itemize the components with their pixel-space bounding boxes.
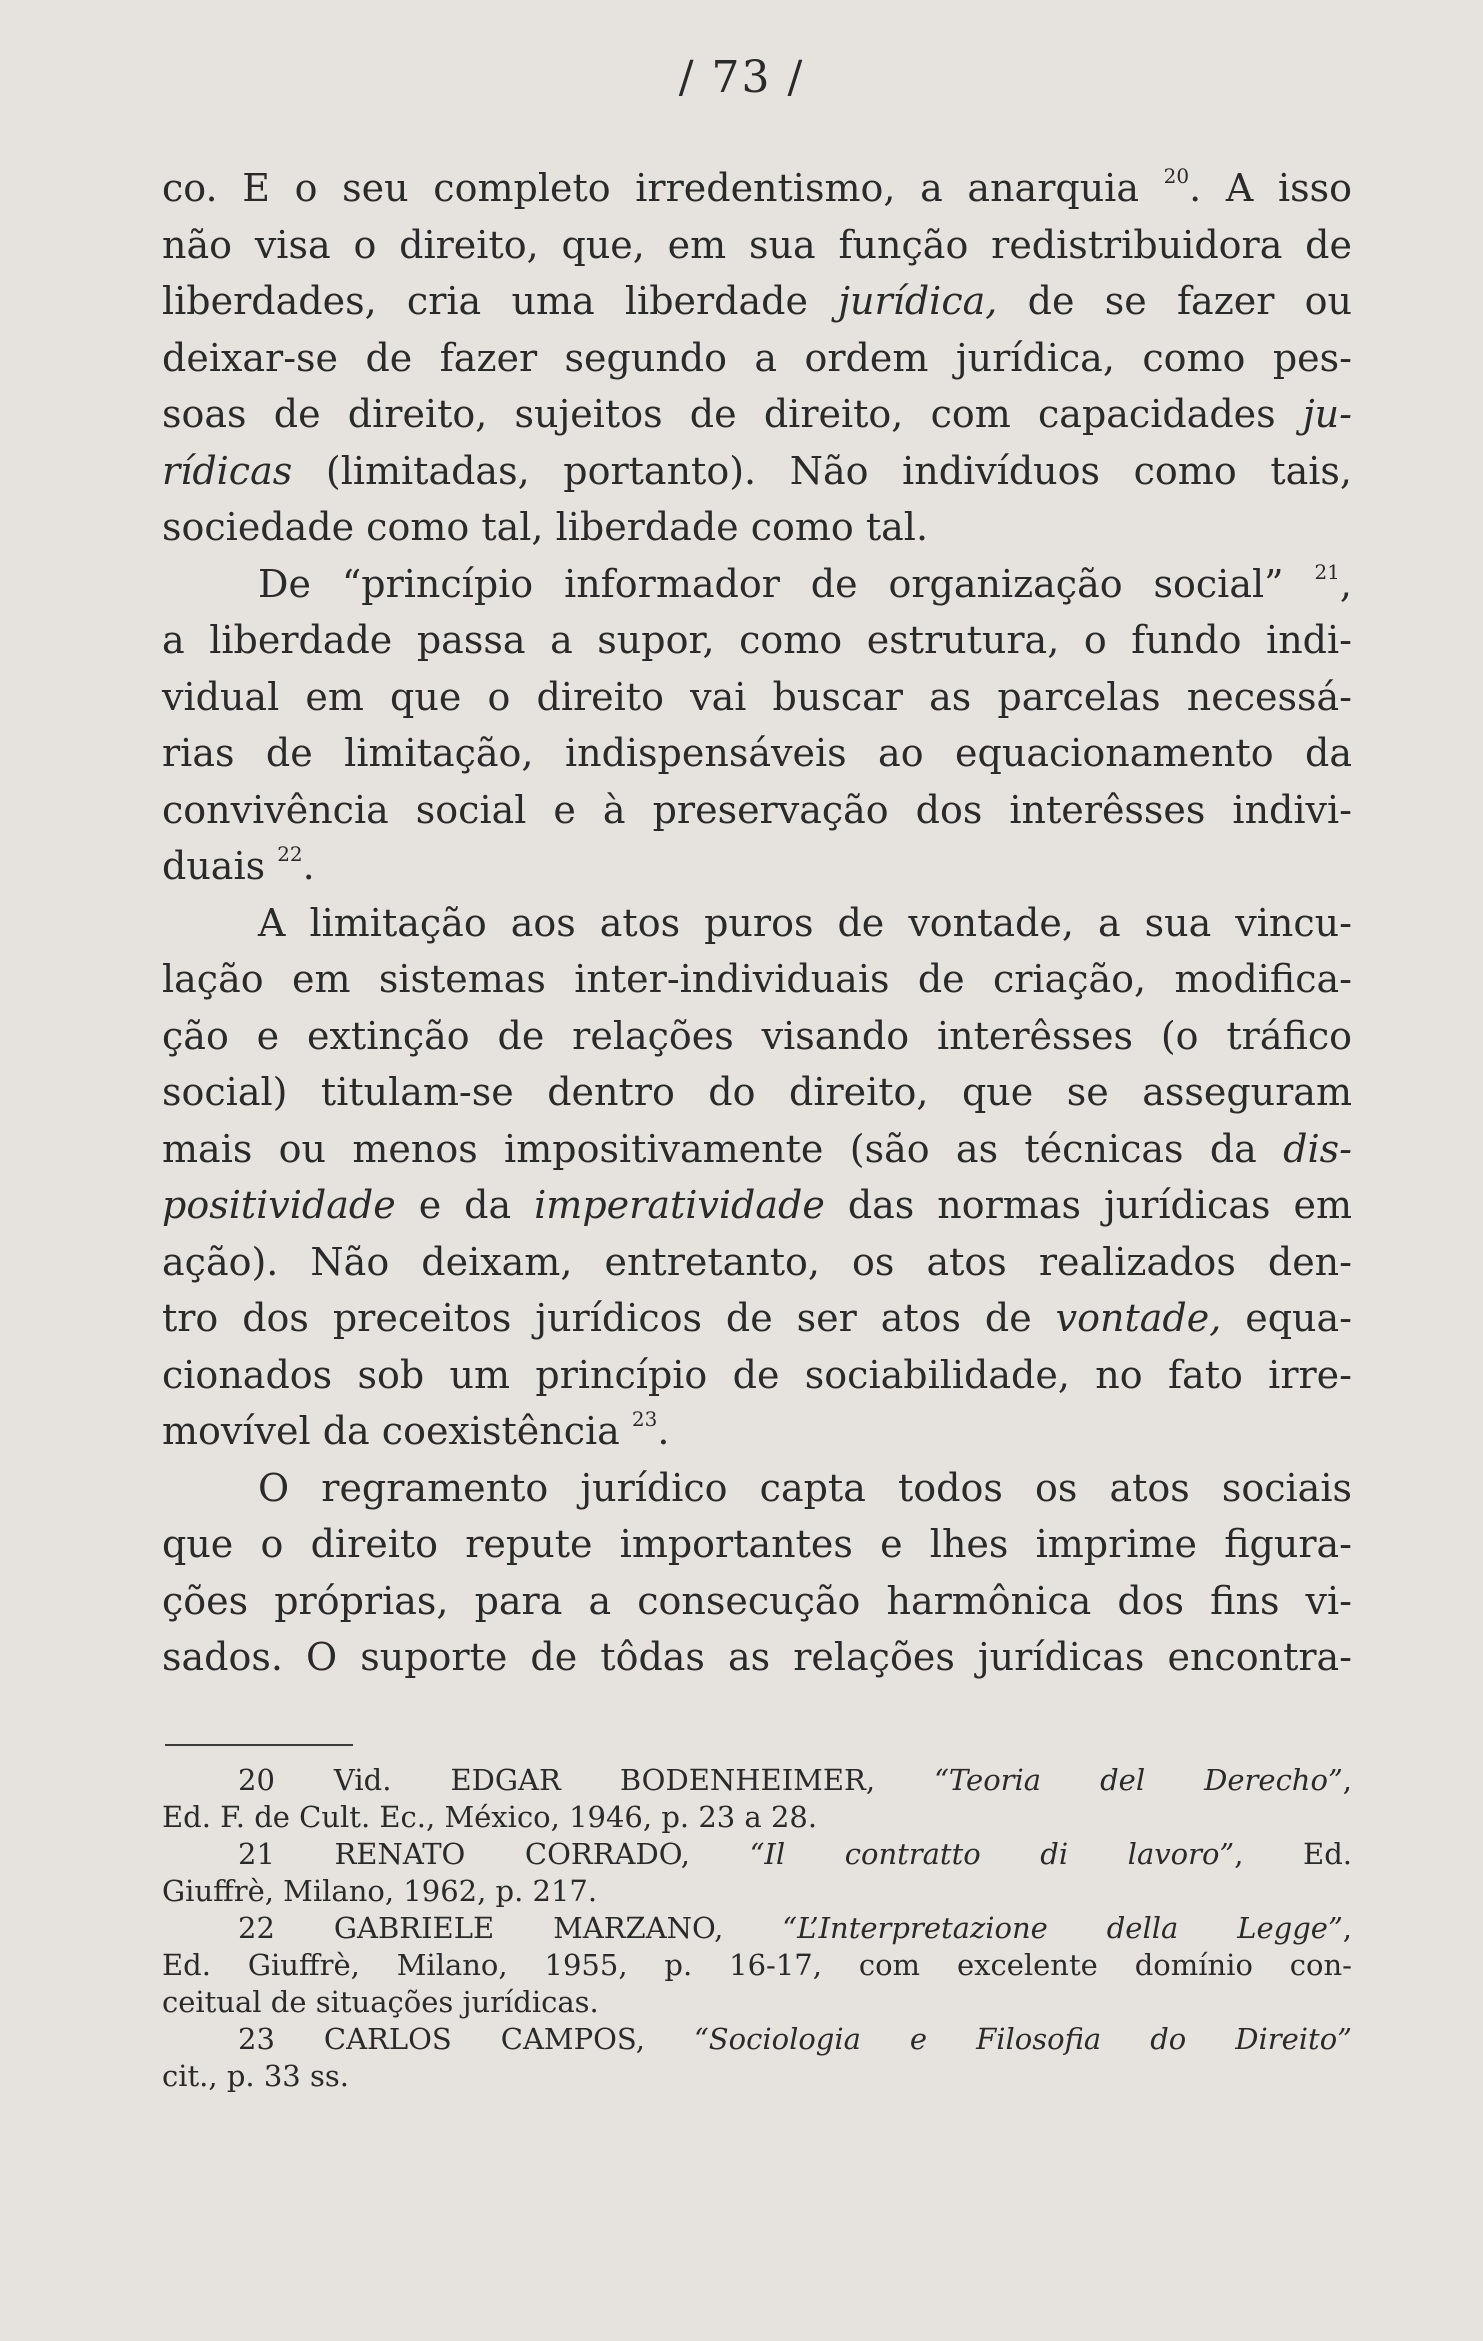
text-line: tro dos preceitos jurídicos de ser atos de vontade, equa- — [162, 1296, 1352, 1340]
text-line: cionados sob um princípio de sociabilidade, no fato irre- — [162, 1352, 1352, 1397]
text-line: ções próprias, para a consecução harmônica dos fins vi- — [162, 1578, 1352, 1623]
text-line: social) titulam-se dentro do direito, que se asseguram — [162, 1070, 1352, 1114]
text-line: rias de limitação, indispensáveis ao equacionamento da — [162, 731, 1352, 775]
text-line: liberdades, cria uma liberdade jurídica, de se fazer ou — [162, 279, 1352, 323]
footnote-line: 21 RENATO CORRADO, “Il contratto di lavoro”, Ed. — [238, 1837, 1352, 1871]
text-line: convivência social e à preservação dos interêsses indivi- — [162, 787, 1352, 832]
text-line: a liberdade passa a supor, como estrutura, o fundo indi- — [162, 618, 1352, 662]
footnote-line: 22 GABRIELE MARZANO, “L’Interpretazione della Legge”, — [238, 1911, 1352, 1945]
text-line: ação). Não deixam, entretanto, os atos realizados den- — [162, 1239, 1352, 1284]
text-line: deixar-se de fazer segundo a ordem jurídica, como pes- — [162, 335, 1352, 380]
text-line: sociedade como tal, liberdade como tal. — [162, 505, 929, 549]
footnote-line: ceitual de situações jurídicas. — [162, 1985, 599, 2019]
text-line: vidual em que o direito vai buscar as parcelas necessá- — [162, 674, 1352, 719]
text-line: sados. O suporte de tôdas as relações jurídicas encontra- — [162, 1635, 1352, 1679]
footnote-line: Ed. Giuffrè, Milano, 1955, p. 16-17, com excelente domínio con- — [162, 1948, 1352, 1982]
footnote-line: cit., p. 33 ss. — [162, 2059, 349, 2093]
footnote-line: 23 CARLOS CAMPOS, “Sociologia e Filosofia do Direito” — [238, 2022, 1352, 2056]
text-line: De “princípio informador de organização social” $^{21}$, — [258, 559, 1352, 606]
text-line: rídicas (limitadas, portanto). Não indivíduos como tais, — [162, 448, 1352, 493]
footnote-line: Giuffrè, Milano, 1962, p. 217. — [162, 1874, 598, 1908]
text-line: positividade e da imperatividade das normas jurídicas em — [162, 1183, 1352, 1227]
page-number: / 73 / — [678, 52, 805, 103]
text-line: movível da coexistência $^{23}$. — [162, 1407, 670, 1453]
text-line: co. E o seu completo irredentismo, a anarquia $^{20}$. A isso — [162, 164, 1352, 210]
text-line: lação em sistemas inter-individuais de criação, modifica- — [162, 957, 1352, 1001]
text-line: que o direito repute importantes e lhes imprime figura- — [162, 1522, 1352, 1566]
footnote-divider — [165, 1744, 353, 1746]
text-line: A limitação aos atos puros de vontade, a sua vincu- — [258, 900, 1352, 945]
text-line: soas de direito, sujeitos de direito, com capacidades ju- — [162, 392, 1352, 436]
text-line: não visa o direito, que, em sua função redistribuidora de — [162, 222, 1352, 267]
text-line: O regramento jurídico capta todos os atos sociais — [258, 1465, 1352, 1510]
footnotes — [162, 1762, 1352, 2095]
text-line: duais $^{22}$. — [162, 842, 315, 888]
footnote-line: 20 Vid. EDGAR BODENHEIMER, “Teoria del Derecho”, — [238, 1763, 1352, 1797]
text-line: ção e extinção de relações visando interêsses (o tráfico — [162, 1013, 1352, 1058]
footnote-line: Ed. F. de Cult. Ec., México, 1946, p. 23 a 28. — [162, 1800, 818, 1834]
body-text — [162, 160, 1352, 1686]
text-line: mais ou menos impositivamente (são as técnicas da dis- — [162, 1126, 1352, 1171]
